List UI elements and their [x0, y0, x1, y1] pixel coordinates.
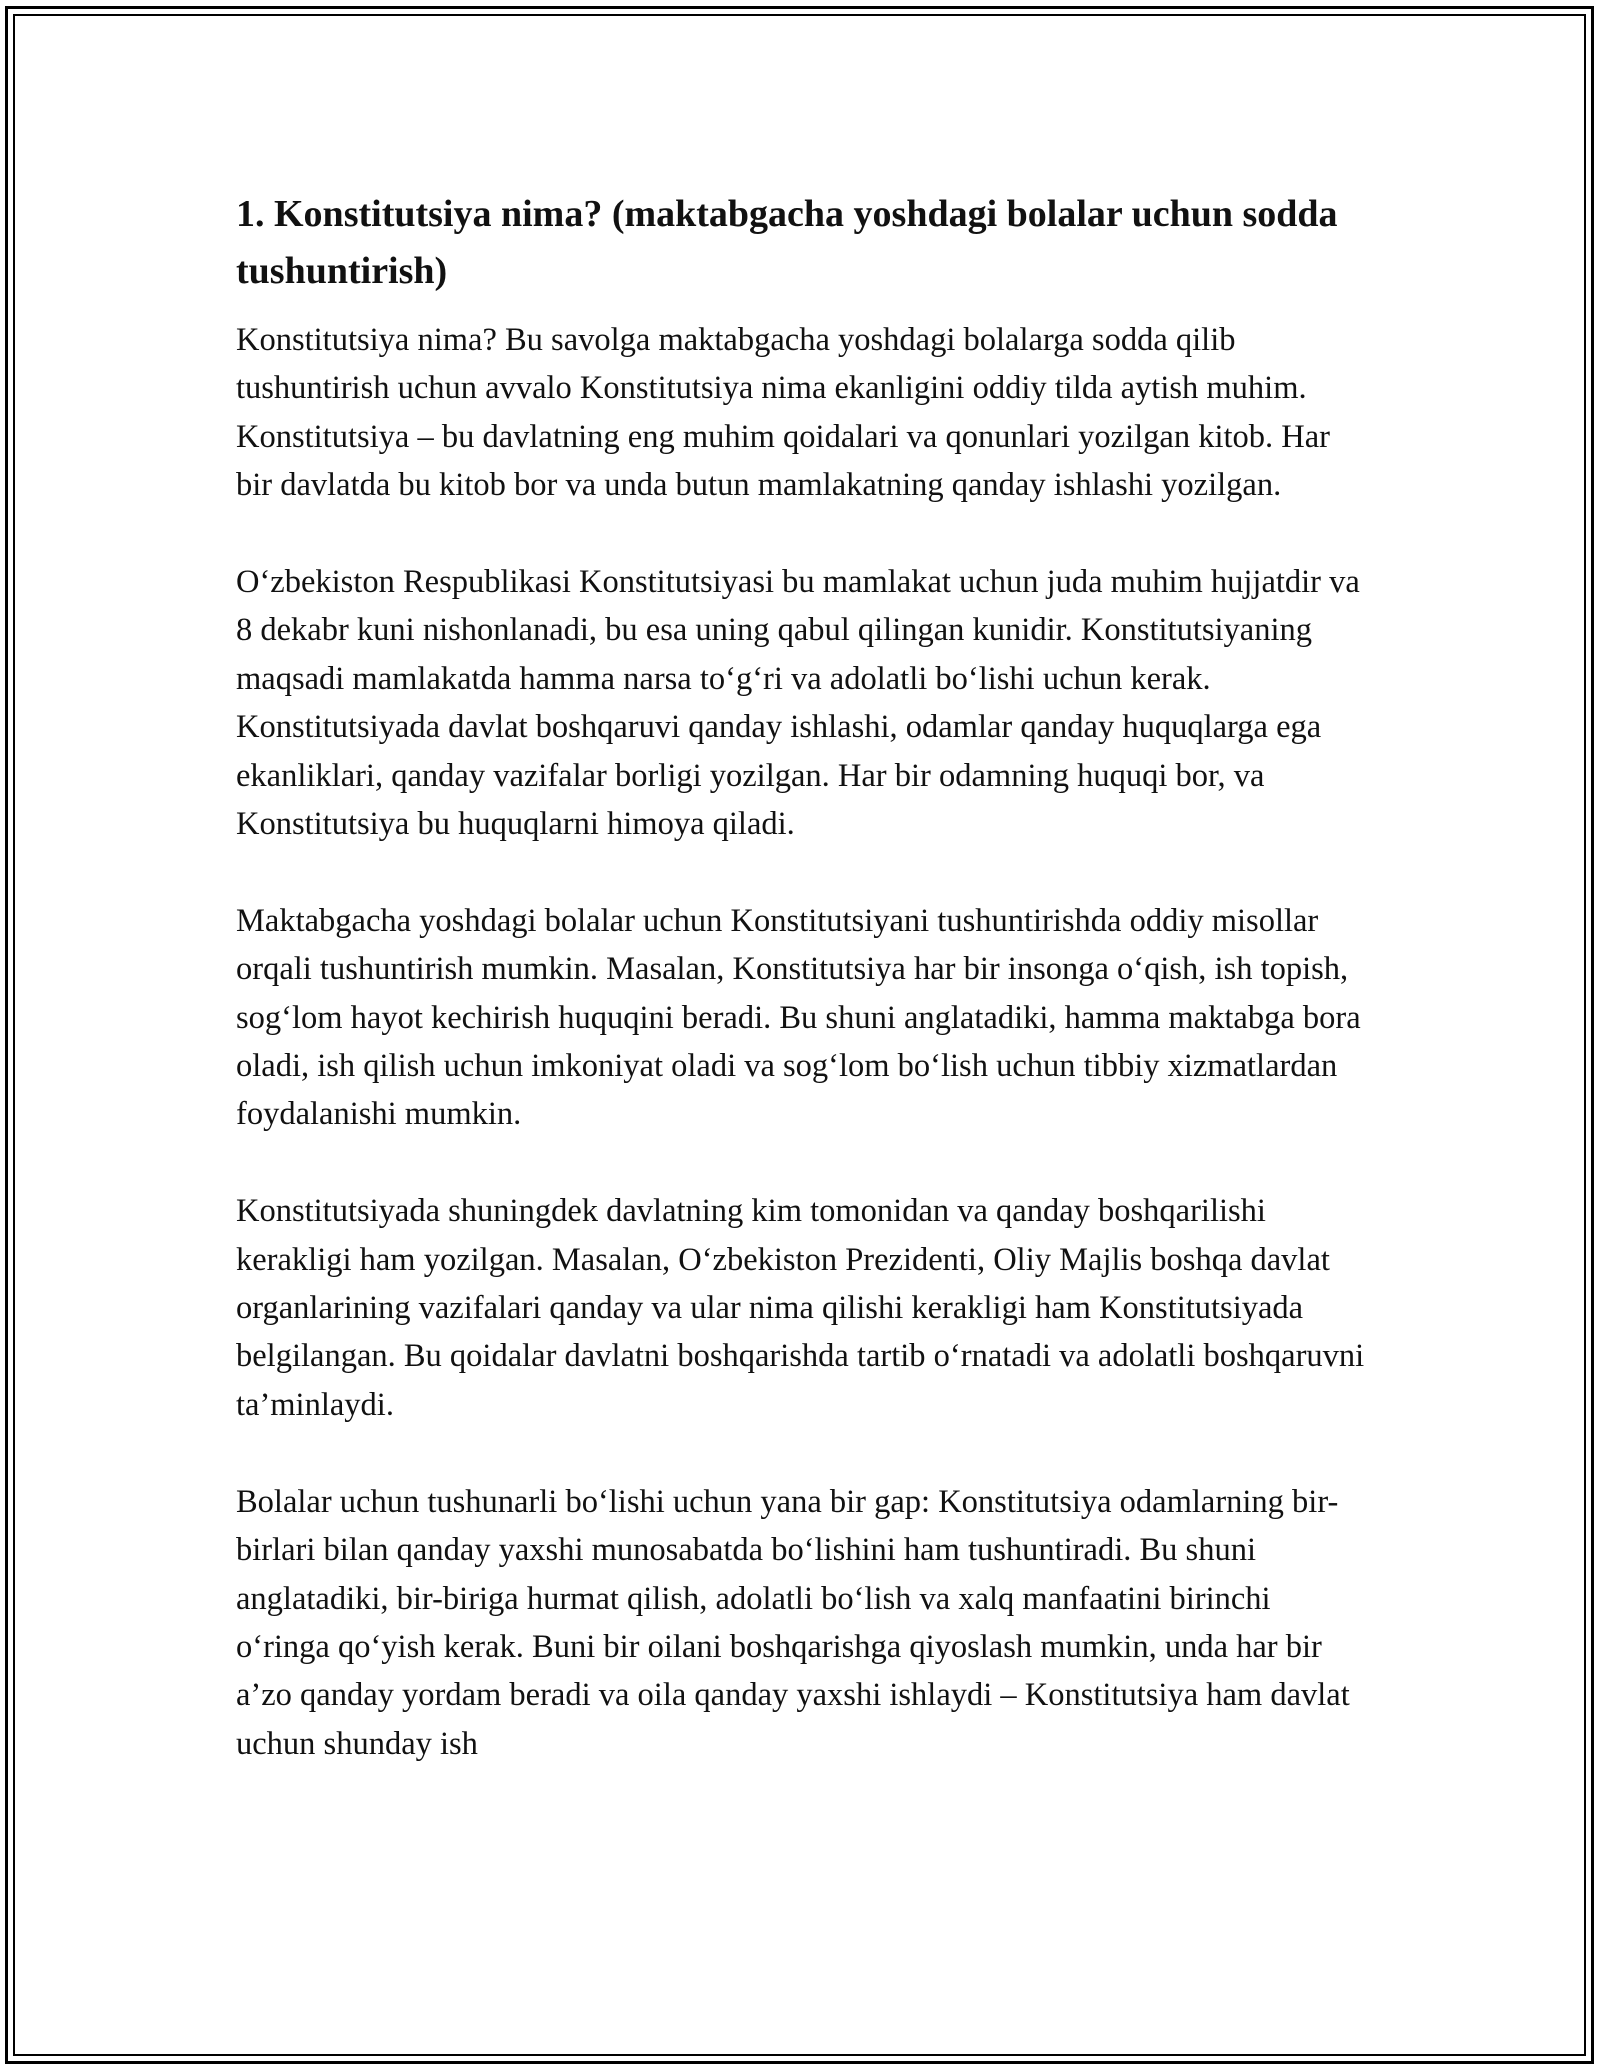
paragraph-2: O‘zbekiston Respublikasi Konstitutsiyasi bu mamlakat uchun juda muhim hujjatdir va 8 dekabr kuni nishonlanadi, bu esa uning qabul qilingan kunidir. Konstitutsiyaning maqsadi mamlakatda hamma narsa to‘g‘ri va adolatli bo‘lishi uchun kerak. Konstitutsiyada davlat boshqaruvi qanday ishlashi, odamlar qanday huquqlarga ega ekanliklari, qanday vazifalar borligi yozilgan. Har bir odamning huquqi bor, va Konstitutsiya bu huquqlarni himoya qiladi. [236, 564, 1360, 843]
paragraph-3: Maktabgacha yoshdagi bolalar uchun Konstitutsiyani tushuntirishda oddiy misollar orqali tushuntirish mumkin. Masalan, Konstitutsiya har bir insonga o‘qish, ish topish, sog‘lom hayot kechirish huquqini beradi. Bu shuni anglatadiki, hamma maktabga bora oladi, ish qilish uchun imkoniyat oladi va sog‘lom bo‘lish uchun tibbiy xizmatlardan foydalanishi mumkin. [236, 902, 1361, 1133]
section-heading: 1. Konstitutsiya nima? (maktabgacha yoshdagi bolalar uchun sodda tushuntirish) [236, 193, 1338, 292]
paragraph-4: Konstitutsiyada shuningdek davlatning kim tomonidan va qanday boshqarilishi kerakligi ham yozilgan. Masalan, O‘zbekiston Prezidenti, Oliy Majlis boshqa davlat organlarining vazifalari qanday va ular nima qilishi kerakligi ham Konstitutsiyada belgilangan. Bu qoidalar davlatni boshqarishda tartib o‘rnatadi va adolatli boshqaruvni ta’minlaydi. [236, 1193, 1365, 1423]
paragraph-5: Bolalar uchun tushunarli bo‘lishi uchun yana bir gap: Konstitutsiya odamlarning bir-birlari bilan qanday yaxshi munosabatda bo‘lishini ham tushuntiradi. Bu shuni anglatadiki, bir-biriga hurmat qilish, adolatli bo‘lish va xalq manfaatini birinchi o‘ringa qo‘yish kerak. Buni bir oilani boshqarishga qiyoslash mumkin, unda har bir a’zo qanday yordam beradi va oila qanday yaxshi ishlaydi – Konstitutsiya ham davlat uchun shunday ish [236, 1483, 1350, 1762]
document-body [236, 186, 1366, 1817]
paragraph-1: Konstitutsiya nima? Bu savolga maktabgacha yoshdagi bolalarga sodda qilib tushuntirish uchun avvalo Konstitutsiya nima ekanligini oddiy tilda aytish muhim. Konstitutsiya – bu davlatning eng muhim qoidalari va qonunlari yozilgan kitob. Har bir davlatda bu kitob bor va unda butun mamlakatning qanday ishlashi yozilgan. [236, 322, 1330, 504]
